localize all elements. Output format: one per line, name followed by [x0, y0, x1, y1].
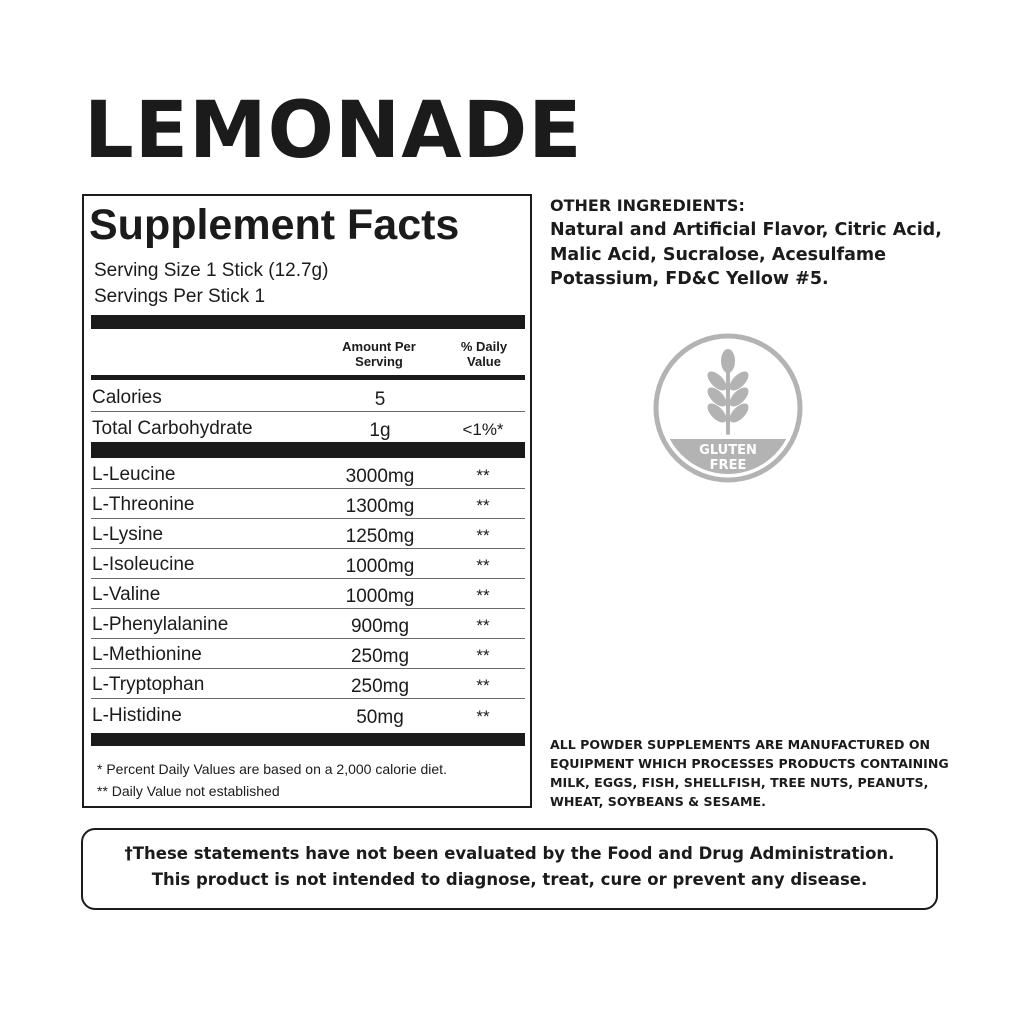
ingredient-name: L-Threonine: [92, 494, 195, 515]
medium-divider: [91, 375, 525, 380]
ingredient-amount: 1000mg: [345, 556, 415, 577]
footnote-not-established: ** Daily Value not established: [97, 783, 280, 799]
ingredient-daily-value: **: [476, 616, 490, 635]
gluten-free-line-2: FREE: [709, 458, 747, 473]
nutrient-amount: 1g: [369, 420, 391, 441]
ingredient-name: L-Valine: [92, 584, 161, 605]
supplement-facts-panel: [82, 194, 532, 808]
ingredient-daily-value: **: [476, 526, 490, 545]
ingredient-amount: 50mg: [356, 707, 404, 728]
amino-acid-row: [91, 669, 525, 699]
ingredient-amount: 1300mg: [345, 496, 415, 517]
ingredient-daily-value: **: [476, 676, 490, 695]
ingredient-amount: 250mg: [350, 646, 410, 667]
thick-divider: [91, 442, 525, 458]
amino-acid-row: [91, 519, 525, 549]
ingredient-amount: 900mg: [350, 616, 410, 637]
ingredient-amount: 250mg: [350, 676, 410, 697]
product-title: LEMONADE: [84, 86, 583, 176]
ingredient-amount: 1000mg: [345, 586, 415, 607]
amino-acid-row: [91, 459, 525, 489]
ingredient-daily-value: **: [476, 556, 490, 575]
amino-acid-row: [91, 549, 525, 579]
ingredient-daily-value: **: [476, 496, 490, 515]
ingredient-amount: 1250mg: [345, 526, 415, 547]
thick-divider: [91, 733, 525, 746]
footnote-daily-values: * Percent Daily Values are based on a 2,000 calorie diet.: [97, 761, 447, 777]
wheat-icon: [704, 349, 751, 435]
nutrient-name: Calories: [92, 387, 162, 408]
ingredient-daily-value: **: [476, 586, 490, 605]
fda-disclaimer-line-1: †These statements have not been evaluated by the Food and Drug Administration.: [124, 844, 895, 863]
servings-per-container: Servings Per Stick 1: [94, 286, 266, 307]
amino-acid-row: [91, 699, 525, 729]
ingredient-name: L-Histidine: [92, 705, 182, 726]
ingredient-name: L-Methionine: [92, 644, 202, 665]
allergen-statement: ALL POWDER SUPPLEMENTS ARE MANUFACTURED ON EQUIPMENT WHICH PROCESSES PRODUCTS CONTAINING MILK, EGGS, FISH, SHELLFISH, TREE NUTS, PEANUTS, WHEAT, SOYBEANS & SESAME.: [550, 737, 949, 809]
ingredient-name: L-Lysine: [92, 524, 164, 545]
fda-disclaimer-line-2: This product is not intended to diagnose, treat, cure or prevent any disease.: [151, 870, 868, 889]
nutrient-row: [91, 382, 525, 412]
thick-divider: [91, 315, 525, 329]
amino-acid-row: [91, 639, 525, 669]
gluten-free-line-1: GLUTEN: [699, 443, 757, 458]
ingredient-name: L-Isoleucine: [92, 554, 195, 575]
ingredient-daily-value: **: [476, 646, 490, 665]
ingredient-daily-value: **: [476, 466, 490, 485]
amino-acid-row: [91, 489, 525, 519]
other-ingredients-text: Natural and Artificial Flavor, Citric Acid, Malic Acid, Sucralose, Acesulfame Potassium, FD&C Yellow #5.: [550, 220, 942, 289]
gluten-free-badge: [653, 333, 803, 483]
serving-size: Serving Size 1 Stick (12.7g): [94, 260, 329, 281]
facts-title: Supplement Facts: [89, 201, 460, 249]
other-ingredients-label: OTHER INGREDIENTS:: [550, 196, 745, 215]
amino-acid-row: [91, 579, 525, 609]
column-header-amount: Amount Per Serving: [342, 339, 416, 369]
ingredient-daily-value: **: [476, 707, 490, 726]
ingredient-name: L-Tryptophan: [92, 674, 205, 695]
nutrient-row: [91, 412, 525, 442]
ingredient-name: L-Leucine: [92, 464, 176, 485]
amino-acid-row: [91, 609, 525, 639]
nutrient-amount: 5: [374, 389, 386, 410]
ingredient-amount: 3000mg: [345, 466, 415, 487]
column-header-daily-value: % Daily Value: [460, 339, 508, 369]
nutrient-name: Total Carbohydrate: [92, 418, 253, 439]
fda-disclaimer-box: [81, 828, 938, 910]
nutrient-daily-value: <1%*: [462, 420, 504, 439]
ingredient-name: L-Phenylalanine: [92, 614, 229, 635]
